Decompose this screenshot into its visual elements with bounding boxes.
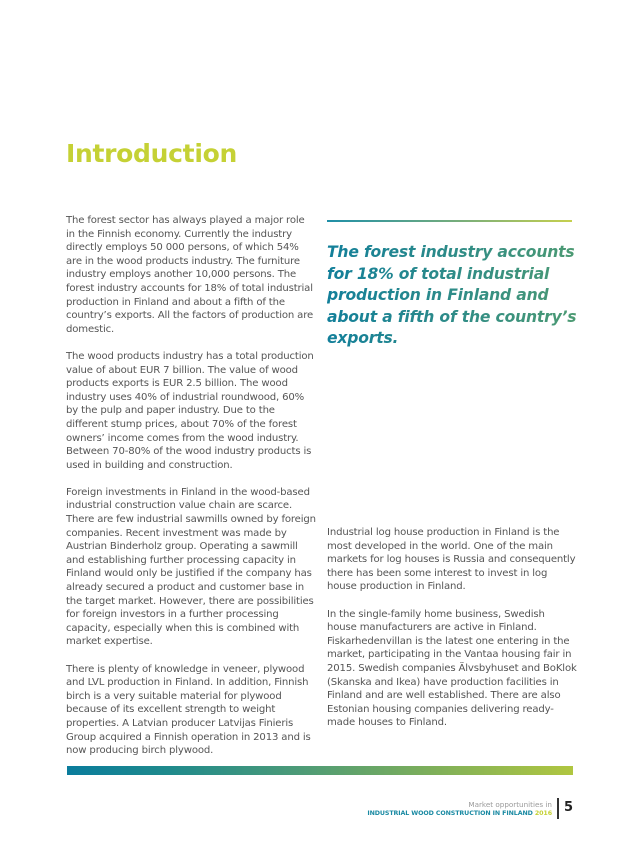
page-number: 5 [564, 800, 574, 815]
left-column [66, 214, 316, 771]
paragraph-veneer-plywood: There is plenty of knowledge in veneer, plywood and LVL production in Finland. In addition, Finnish birch is a very suitable material for plywood because of its excellent strength to weight properties. A Latvian producer Latvijas Finieris Group acquired a Finnish operation in 2013 and is now producing birch plywood. [66, 663, 311, 757]
footer-title-main: INDUSTRIAL WOOD CONSTRUCTION IN FINLAND [367, 810, 533, 817]
footer-subtitle: Market opportunities in [468, 800, 552, 809]
paragraph-forest-sector: The forest sector has always played a major role in the Finnish economy. Currently the industry directly employs 50 000 persons, of which 54% are in the wood products industry. The furniture industry employs another 10,000 persons. The forest industry accounts for 18% of total industrial production in Finland and about a fifth of the country’s exports. All the factors of production are domestic. [66, 215, 314, 335]
pull-quote-divider [327, 220, 572, 222]
page-title: Introduction [66, 139, 237, 168]
paragraph-wood-products: The wood products industry has a total production value of about EUR 7 billion. The value of wood products exports is EUR 2.5 billion. The wood industry uses 40% of industrial roundwood, 60% by the pulp and paper industry. Due to the different stump prices, about 70% of the forest owners’ income comes from the wood industry. Between 70-80% of the wood industry products is used in building and construction. [66, 350, 314, 471]
paragraph-foreign-investments: Foreign investments in Finland in the wood-based industrial construction value chain are scarce. There are few industrial sawmills owned by foreign companies. Recent investment was made by Austrian Binderholz group. Operating a sawmill and establishing further processing capacity in Finland would only be justified if the company has already secured a product and customer base in the target market. However, there are possibilities for foreign investors in a further processing capacity, especially when this is combined with market expertise. [66, 486, 316, 648]
paragraph-single-family: In the single-family home business, Swedish house manufacturers are active in Finland. Fiskarhedenvillan is the latest one entering in the market, participating in the Vantaa housing fair in 2015. Swedish companies Älvsbyhuset and BoKlok (Skanska and Ikea) have production facilities in Finland and are well established. There are also Estonian housing companies delivering ready-made houses to Finland. [327, 608, 577, 729]
footer-divider [557, 798, 559, 819]
footer-title [367, 809, 552, 818]
pull-quote: The forest industry accounts for 18% of total industrial production in Finland and about a fifth of the country’s exports. [327, 242, 577, 350]
right-column [327, 526, 577, 744]
paragraph-log-house: Industrial log house production in Finland is the most developed in the world. One of the main markets for log houses is Russia and consequently there has been some interest to invest in log house production in Finland. [327, 527, 576, 593]
footer-gradient-bar [67, 766, 573, 775]
footer-publication-title [367, 800, 552, 818]
footer-title-year: 2016 [534, 810, 552, 817]
